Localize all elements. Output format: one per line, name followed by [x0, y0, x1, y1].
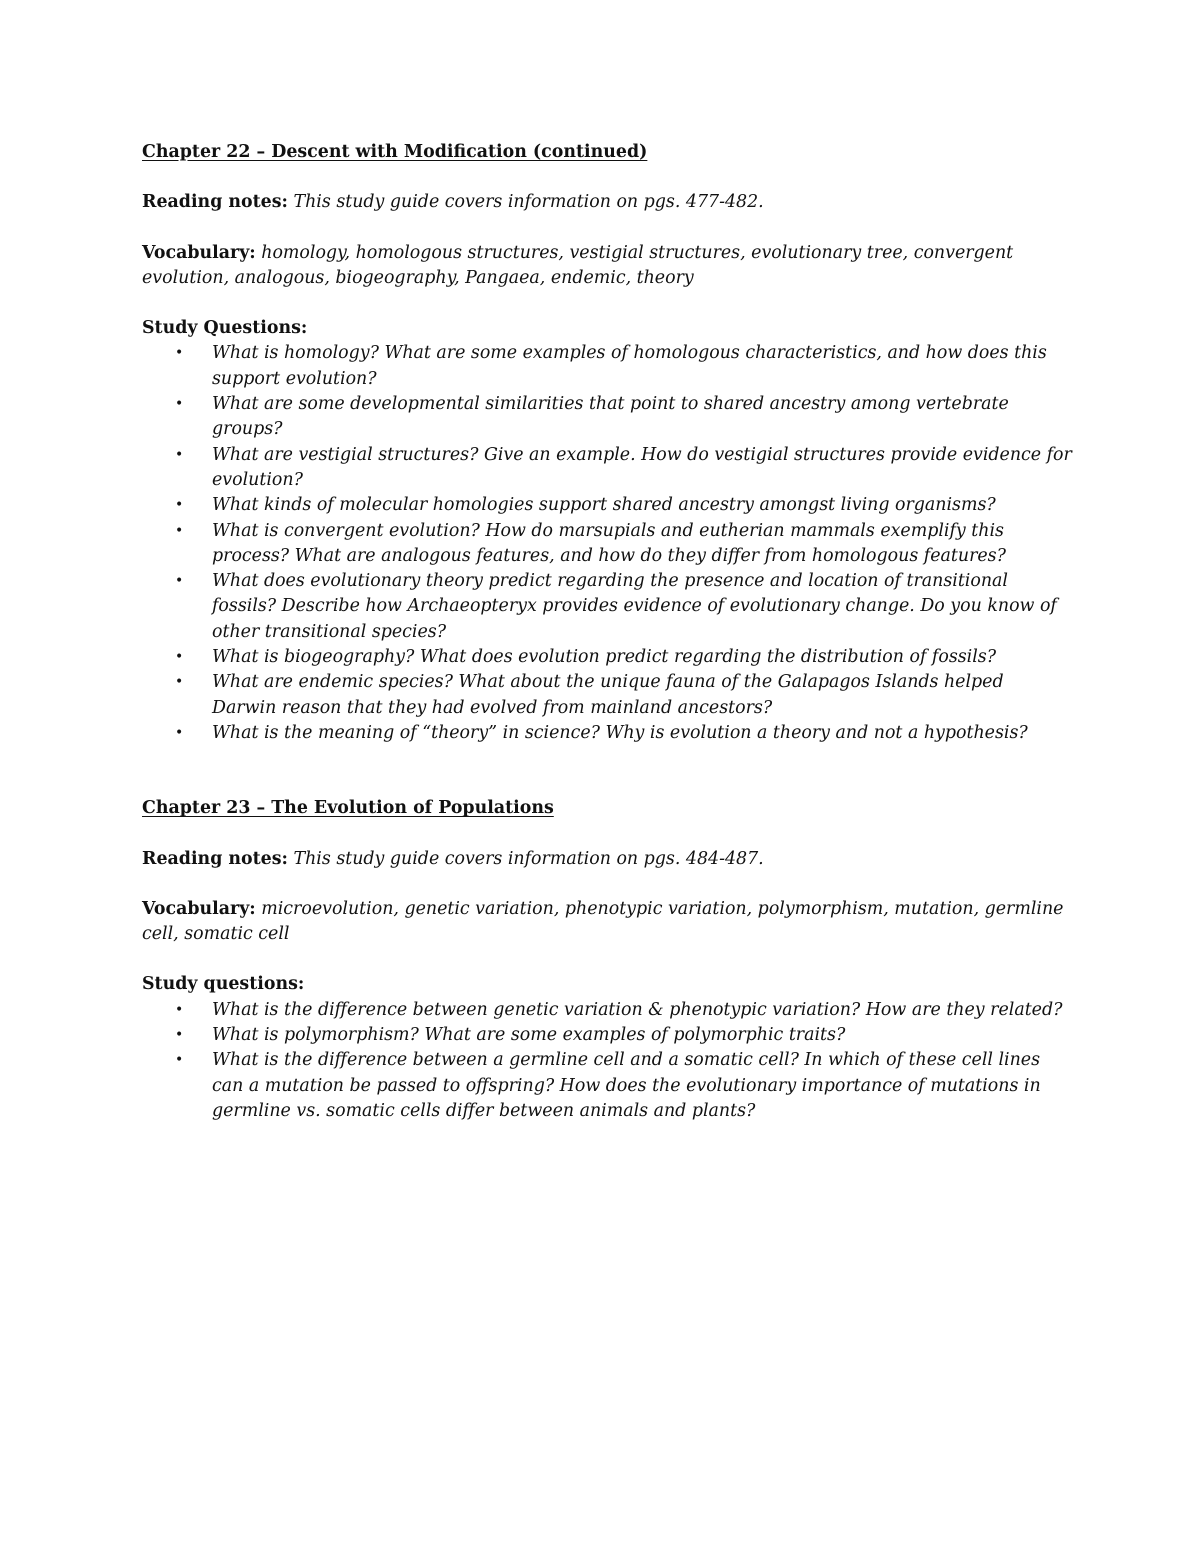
chapter-23-reading-notes	[142, 847, 1072, 872]
chapter-23-study-questions-list	[142, 998, 1072, 1124]
study-question-text: What are vestigial structures? Give an example. How do vestigial structures provide evidence for evolution?	[212, 444, 1072, 490]
study-question	[175, 569, 1072, 645]
study-question-text: What are endemic species? What about the unique fauna of the Galapagos Islands helped Darwin reason that they had evolved from mainland ancestors?	[212, 672, 1004, 718]
reading-notes-label: Reading notes:	[142, 848, 288, 869]
bullet-icon: •	[175, 649, 184, 666]
vocabulary-text: microevolution, genetic variation, phenotypic variation, polymorphism, mutation, germline cell, somatic cell	[142, 898, 1064, 945]
reading-notes-text: This study guide covers information on pgs. 477-482.	[293, 192, 764, 213]
bullet-icon: •	[175, 1027, 184, 1044]
bullet-icon: •	[175, 497, 184, 514]
bullet-icon: •	[175, 522, 184, 539]
bullet-icon: •	[175, 674, 184, 691]
chapter-22-section	[142, 140, 1072, 746]
study-question-text: What is the difference between genetic variation & phenotypic variation? How are they related?	[212, 999, 1063, 1020]
bullet-icon: •	[175, 345, 184, 362]
chapter-23-vocabulary	[142, 897, 1072, 948]
chapter-22-reading-notes	[142, 190, 1072, 215]
bullet-icon: •	[175, 573, 184, 590]
chapter-22-heading: Chapter 22 – Descent with Modification (continued)	[142, 142, 648, 162]
study-question-text: What is polymorphism? What are some examples of polymorphic traits?	[212, 1025, 846, 1046]
bullet-icon: •	[175, 446, 184, 463]
chapter-23-heading: Chapter 23 – The Evolution of Populations	[142, 798, 554, 819]
study-question-text: What is biogeography? What does evolution predict regarding the distribution of fossils?	[212, 647, 997, 668]
vocabulary-text: homology, homologous structures, vestigial structures, evolutionary tree, convergent evolution, analogous, biogeography, Pangaea, endemic, theory	[142, 242, 1014, 288]
study-question-text: What is the difference between a germline cell and a somatic cell? In which of these cell lines can a mutation be passed to offspring? How does the evolutionary importance of mutations in germline vs. somatic cells differ between animals and plants?	[212, 1050, 1041, 1121]
study-question	[175, 1048, 1072, 1124]
bullet-icon: •	[175, 1052, 184, 1069]
document-page	[142, 140, 1072, 1124]
study-question-text: What is homology? What are some examples of homologous characteristics, and how does this support evolution?	[212, 343, 1047, 389]
chapter-23-study-questions-heading: Study questions:	[142, 974, 305, 995]
vocabulary-label: Vocabulary:	[142, 242, 256, 263]
study-question	[175, 645, 1072, 670]
study-question-text: What is convergent evolution? How do marsupials and eutherian mammals exemplify this process? What are analogous features, and how do they differ from homologous features?	[212, 520, 1006, 566]
study-question	[175, 721, 1072, 746]
study-question	[175, 493, 1072, 518]
reading-notes-text: This study guide covers information on pgs. 484-487.	[293, 848, 764, 869]
bullet-icon: •	[175, 724, 184, 741]
vocabulary-label: Vocabulary:	[142, 898, 256, 919]
study-question	[175, 1023, 1072, 1048]
reading-notes-label: Reading notes:	[142, 192, 288, 213]
study-question-text: What kinds of molecular homologies support shared ancestry amongst living organisms?	[212, 495, 996, 516]
chapter-22-vocabulary	[142, 241, 1072, 292]
study-question	[175, 392, 1072, 443]
study-question	[175, 998, 1072, 1023]
study-question	[175, 443, 1072, 494]
bullet-icon: •	[175, 396, 184, 413]
study-question	[175, 670, 1072, 721]
study-question-text: What are some developmental similarities that point to shared ancestry among vertebrate groups?	[212, 394, 1009, 440]
study-question-text: What is the meaning of “theory” in science? Why is evolution a theory and not a hypothesis?	[212, 722, 1028, 743]
study-question-text: What does evolutionary theory predict regarding the presence and location of transitional fossils? Describe how Archaeopteryx provides evidence of evolutionary change. Do you know of other transitional species?	[212, 571, 1057, 642]
study-question	[175, 341, 1072, 392]
chapter-22-study-questions-list	[142, 341, 1072, 746]
chapter-23-section	[142, 796, 1072, 1124]
chapter-22-study-questions-heading: Study Questions:	[142, 318, 308, 339]
bullet-icon: •	[175, 1001, 184, 1018]
study-question	[175, 519, 1072, 570]
